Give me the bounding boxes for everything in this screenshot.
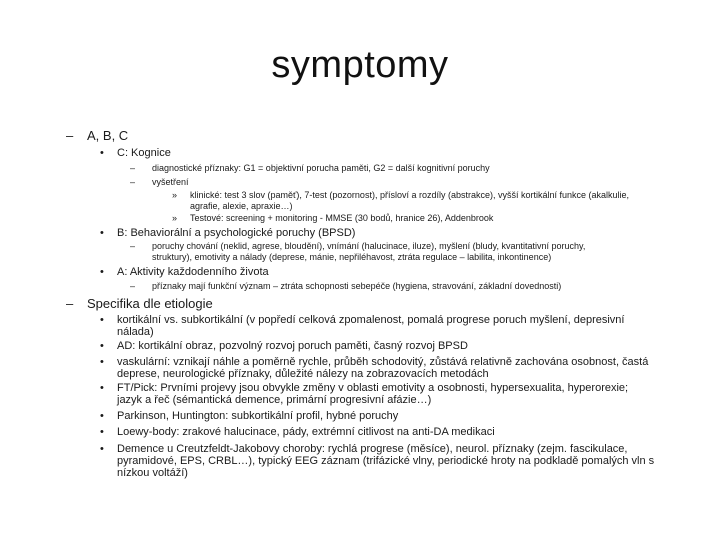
aktivity-detail: příznaky mají funkční význam – ztráta schopnosti sebepéče (hygiena, stravování, základní dovednosti) xyxy=(152,281,562,291)
bullet-marker: • xyxy=(100,356,104,368)
etiologie-kortikalni: kortikální vs. subkortikální (v popředí celková zpomalenost, pomalá progrese poruch myšlení, depresivní xyxy=(117,314,625,326)
item-kognice: C: Kognice xyxy=(117,147,171,159)
bpsd-detail-cont: struktury), emotivity a nálady (deprese, mánie, nepřiléhavost, ztráta regulace – labilita, inkontinence) xyxy=(152,252,552,262)
slide-title: symptomy xyxy=(271,44,449,86)
vysetreni-klinicke: klinické: test 3 slov (paměť), 7-test (pozornost), přísloví a rozdíly (abstrakce), vyšší kortikální funkce (akalkulie, xyxy=(190,190,630,200)
item-aktivity: A: Aktivity každodenního života xyxy=(117,266,269,278)
etiologie-vaskularni: vaskulární: vznikají náhle a poměrně rychle, průběh schodovitý, zůstává relativně zachována osobnost, častá xyxy=(117,356,649,368)
bullet-marker: • xyxy=(100,382,104,394)
section-heading-etiologie: Specifika dle etiologie xyxy=(87,296,213,311)
bullet-marker: • xyxy=(100,227,104,239)
bullet-marker: • xyxy=(100,314,104,326)
etiologie-vaskularni-cont: deprese, neurologické příznaky, důležité nálezy na zobrazovacích metodách xyxy=(117,368,489,380)
etiologie-ad: AD: kortikální obraz, pozvolný rozvoj poruch paměti, časný rozvoj BPSD xyxy=(117,340,468,352)
bullet-marker: • xyxy=(100,443,104,455)
etiologie-cjd-cont2: nízkou voltáží) xyxy=(117,467,188,479)
etiologie-parkinson: Parkinson, Huntington: subkortikální profil, hybné poruchy xyxy=(117,410,399,422)
section-heading-abc: A, B, C xyxy=(87,128,129,143)
item-bpsd: B: Behaviorální a psychologické poruchy (BPSD) xyxy=(117,227,356,239)
dash-marker: – xyxy=(130,163,136,173)
bullet-marker: • xyxy=(100,426,104,438)
bullet-marker: • xyxy=(100,266,104,278)
etiologie-ft-pick-cont: jazyk a řeč (sémantická demence, primární progresivní afázie…) xyxy=(117,394,432,406)
bullet-marker: • xyxy=(100,147,104,159)
etiologie-ft-pick: FT/Pick: Prvními projevy jsou obvykle změny v oblasti emotivity a osobnosti, hypersexualita, hyperorexie; xyxy=(117,382,629,394)
bullet-marker: • xyxy=(100,340,104,352)
etiologie-kortikalni-cont: nálada) xyxy=(117,326,154,338)
arrow-marker: » xyxy=(172,190,178,200)
etiologie-cjd-cont: pyramidové, EPS, CRBL…), typický EEG záznam (trifázické vlny, periodické hroty na podkladě pomalých vln s xyxy=(117,455,655,467)
vysetreni-klinicke-cont: agrafie, alexie, apraxie…) xyxy=(190,201,293,211)
kognice-vysetreni: vyšetření xyxy=(152,177,189,187)
bpsd-detail: poruchy chování (neklid, agrese, bloudění), vnímání (halucinace, iluze), myšlení (bludy, kvantitativní poruchy, xyxy=(152,241,586,251)
vysetreni-testove: Testové: screening + monitoring - MMSE (30 bodů, hranice 26), Addenbrook xyxy=(190,213,494,223)
dash-marker: – xyxy=(66,296,74,311)
dash-marker: – xyxy=(66,128,74,143)
kognice-diagnostic: diagnostické příznaky: G1 = objektivní porucha paměti, G2 = další kognitivní poruchy xyxy=(152,163,490,173)
dash-marker: – xyxy=(130,177,136,187)
etiologie-cjd: Demence u Creutzfeldt-Jakobovy choroby: rychlá progrese (měsíce), neurol. příznaky (zejm. fascikulace, xyxy=(117,443,628,455)
bullet-marker: • xyxy=(100,410,104,422)
dash-marker: – xyxy=(130,281,136,291)
dash-marker: – xyxy=(130,241,136,251)
arrow-marker: » xyxy=(172,213,178,223)
etiologie-loewy: Loewy-body: zrakové halucinace, pády, extrémní citlivost na anti-DA medikaci xyxy=(117,426,495,438)
